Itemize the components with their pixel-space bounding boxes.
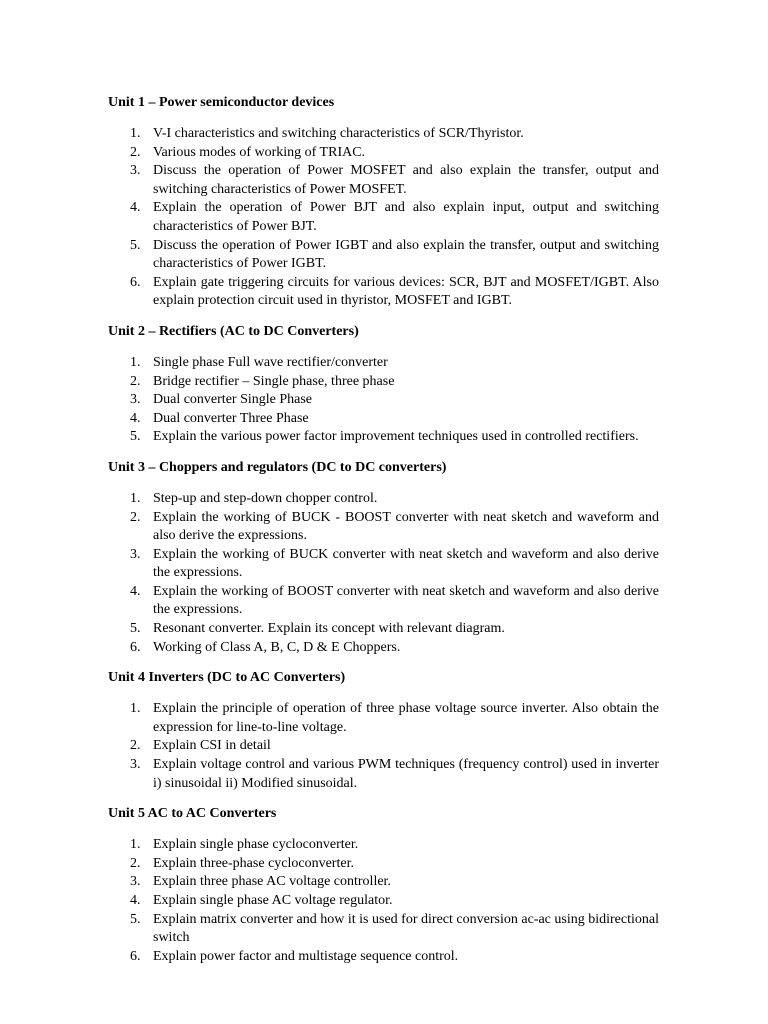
- list-item: [108, 892, 659, 911]
- item-text: Explain the working of BOOST converter with neat sketch and waveform and also derive the expressions.: [153, 583, 659, 618]
- item-text: Explain the various power factor improvement techniques used in controlled rectifiers.: [153, 429, 639, 445]
- list-item: [108, 756, 659, 793]
- item-text: V-I characteristics and switching characteristics of SCR/Thyristor.: [153, 126, 524, 141]
- item-number: 4.: [130, 200, 141, 216]
- item-text: Bridge rectifier – Single phase, three phase: [153, 373, 395, 389]
- list-item: [108, 700, 659, 737]
- unit-2-question-list: [108, 354, 660, 447]
- item-text: Explain the operation of Power BJT and also explain input, output and switching characteristics of Power BJT.: [153, 200, 659, 234]
- list-item: [108, 274, 659, 311]
- list-item: [108, 836, 659, 855]
- list-item: [108, 911, 659, 948]
- list-item: [108, 144, 659, 163]
- list-item: [108, 373, 659, 392]
- item-text: Single phase Full wave rectifier/converter: [153, 354, 388, 370]
- unit-5-question-list: [108, 836, 660, 966]
- item-number: 5.: [130, 429, 141, 445]
- list-item: [108, 948, 659, 967]
- unit-3-heading: Unit 3 – Choppers and regulators (DC to DC converters): [108, 459, 447, 475]
- item-text: Explain matrix converter and how it is used for direct conversion ac-ac using bidirectional switch: [153, 911, 659, 946]
- list-item: [108, 855, 659, 874]
- list-item: [108, 639, 659, 658]
- list-item: [108, 199, 659, 236]
- unit-1-heading: Unit 1 – Power semiconductor devices: [108, 95, 335, 110]
- item-text: Step-up and step-down chopper control.: [153, 490, 378, 506]
- list-item: [108, 546, 659, 583]
- item-number: 5.: [130, 237, 141, 253]
- unit-2-section: [108, 323, 660, 447]
- list-item: [108, 583, 659, 620]
- list-item: [108, 237, 659, 274]
- unit-5-section: [108, 805, 660, 966]
- item-text: Various modes of working of TRIAC.: [153, 144, 366, 160]
- unit-4-question-list: [108, 700, 660, 793]
- unit-5-heading: Unit 5 AC to AC Converters: [108, 806, 277, 822]
- item-text: Dual converter Three Phase: [153, 410, 309, 426]
- item-text: Discuss the operation of Power MOSFET and also explain the transfer, output and switching characteristics of Power MOSFET.: [153, 163, 659, 197]
- item-text: Explain CSI in detail: [153, 738, 271, 754]
- item-number: 6.: [130, 274, 141, 290]
- list-item: [108, 125, 659, 144]
- item-number: 3.: [130, 757, 141, 773]
- unit-3-section: [108, 459, 660, 657]
- list-item: [108, 162, 659, 199]
- item-number: 2.: [130, 509, 141, 525]
- item-number: 1.: [130, 126, 141, 141]
- item-number: 1.: [130, 490, 141, 506]
- list-item: [108, 873, 659, 892]
- item-text: Working of Class A, B, C, D & E Choppers.: [153, 639, 401, 655]
- item-number: 5.: [130, 621, 141, 637]
- unit-3-question-list: [108, 490, 660, 657]
- item-text: Resonant converter. Explain its concept with relevant diagram.: [153, 621, 505, 637]
- list-item: [108, 410, 659, 429]
- list-item: [108, 354, 659, 373]
- item-number: 3.: [130, 546, 141, 562]
- item-number: 3.: [130, 874, 141, 890]
- item-text: Explain power factor and multistage sequence control.: [153, 948, 459, 964]
- item-text: Explain three phase AC voltage controller.: [153, 874, 391, 890]
- unit-1-question-list: [108, 125, 660, 311]
- item-text: Explain the principle of operation of three phase voltage source inverter. Also obtain the expression for line-to-line voltage.: [153, 701, 659, 735]
- item-text: Explain voltage control and various PWM techniques (frequency control) used in inverter i) sinusoidal ii) Modified sinusoidal.: [153, 757, 659, 791]
- list-item: [108, 391, 659, 410]
- item-text: Discuss the operation of Power IGBT and also explain the transfer, output and switching characteristics of Power IGBT.: [153, 237, 659, 272]
- list-item: [108, 490, 659, 509]
- item-number: 5.: [130, 911, 141, 927]
- item-number: 3.: [130, 163, 141, 179]
- unit-4-heading: Unit 4 Inverters (DC to AC Converters): [108, 670, 346, 686]
- item-number: 4.: [130, 410, 141, 426]
- list-item: [108, 620, 659, 639]
- item-number: 4.: [130, 583, 141, 599]
- unit-2-heading: Unit 2 – Rectifiers (AC to DC Converters): [108, 323, 359, 339]
- unit-4-section: [108, 669, 660, 793]
- item-text: Explain the working of BUCK converter with neat sketch and waveform and also derive the expressions.: [153, 546, 659, 581]
- item-number: 6.: [130, 948, 141, 964]
- item-text: Explain single phase AC voltage regulator.: [153, 893, 393, 908]
- item-number: 1.: [130, 701, 141, 717]
- item-number: 3.: [130, 392, 141, 408]
- item-number: 2.: [130, 738, 141, 754]
- unit-1-section: [108, 94, 660, 311]
- item-text: Explain the working of BUCK - BOOST converter with neat sketch and waveform and also derive the expressions.: [153, 509, 659, 544]
- item-number: 6.: [130, 639, 141, 655]
- list-item: [108, 737, 659, 756]
- item-number: 2.: [130, 144, 141, 160]
- list-item: [108, 428, 659, 447]
- item-text: Explain gate triggering circuits for various devices: SCR, BJT and MOSFET/IGBT. Also explain protection circuit used in thyristor, MOSFET and IGBT.: [153, 274, 659, 309]
- item-number: 2.: [130, 373, 141, 389]
- item-text: Explain single phase cycloconverter.: [153, 837, 359, 853]
- item-number: 1.: [130, 837, 141, 853]
- item-number: 2.: [130, 855, 141, 871]
- item-text: Dual converter Single Phase: [153, 392, 313, 408]
- item-text: Explain three-phase cycloconverter.: [153, 855, 354, 871]
- item-number: 1.: [130, 354, 141, 370]
- item-number: 4.: [130, 893, 141, 908]
- list-item: [108, 509, 659, 546]
